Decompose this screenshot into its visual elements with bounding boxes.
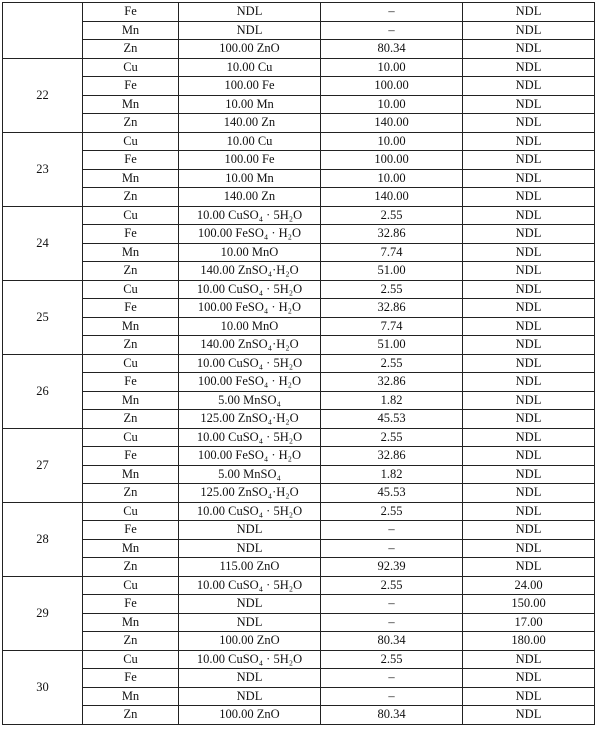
source-cell: 100.00 FeSO₄ · H₂O (179, 447, 321, 466)
other-cell: NDL (463, 132, 595, 151)
table-row (3, 650, 595, 669)
source-cell: 100.00 Fe (179, 151, 321, 170)
treatment-number-cell: 27 (3, 428, 83, 502)
element-cell: Mn (83, 169, 179, 188)
amount-cell: 32.86 (321, 299, 463, 318)
other-cell: NDL (463, 114, 595, 133)
source-cell: 100.00 Fe (179, 77, 321, 96)
other-cell: NDL (463, 650, 595, 669)
element-cell: Cu (83, 428, 179, 447)
source-cell: 140.00 Zn (179, 114, 321, 133)
source-cell: NDL (179, 687, 321, 706)
source-cell: 5.00 MnSO₄ (179, 391, 321, 410)
element-cell: Zn (83, 40, 179, 59)
element-cell: Mn (83, 21, 179, 40)
other-cell: NDL (463, 95, 595, 114)
source-cell: 10.00 CuSO₄ · 5H₂O (179, 428, 321, 447)
element-cell: Fe (83, 595, 179, 614)
other-cell: 150.00 (463, 595, 595, 614)
table-row (3, 299, 595, 318)
amount-cell: – (321, 687, 463, 706)
element-cell: Zn (83, 410, 179, 429)
other-cell: NDL (463, 336, 595, 355)
table-row (3, 373, 595, 392)
source-cell: 10.00 Cu (179, 132, 321, 151)
table-row (3, 336, 595, 355)
element-cell: Fe (83, 447, 179, 466)
table-row (3, 262, 595, 281)
source-cell: 125.00 ZnSO₄·H₂O (179, 484, 321, 503)
element-cell: Zn (83, 706, 179, 725)
amount-cell: 51.00 (321, 336, 463, 355)
treatment-number-cell: 28 (3, 502, 83, 576)
source-cell: 100.00 ZnO (179, 40, 321, 59)
treatment-number-cell: 26 (3, 354, 83, 428)
other-cell: NDL (463, 669, 595, 688)
element-cell: Mn (83, 465, 179, 484)
treatment-number-cell: 29 (3, 576, 83, 650)
element-cell: Mn (83, 391, 179, 410)
treatment-number-cell (3, 3, 83, 59)
table-row (3, 225, 595, 244)
element-cell: Cu (83, 502, 179, 521)
source-cell: 10.00 CuSO₄ · 5H₂O (179, 354, 321, 373)
table-row (3, 188, 595, 207)
source-cell: 10.00 CuSO₄ · 5H₂O (179, 206, 321, 225)
amount-cell: 2.55 (321, 502, 463, 521)
amount-cell: – (321, 521, 463, 540)
table-row (3, 632, 595, 651)
other-cell: NDL (463, 558, 595, 577)
table-row (3, 465, 595, 484)
source-cell: NDL (179, 669, 321, 688)
element-cell: Zn (83, 114, 179, 133)
other-cell: 24.00 (463, 576, 595, 595)
source-cell: 10.00 CuSO₄ · 5H₂O (179, 502, 321, 521)
amount-cell: 7.74 (321, 317, 463, 336)
source-cell: 10.00 Mn (179, 95, 321, 114)
element-cell: Mn (83, 687, 179, 706)
source-cell: 140.00 ZnSO₄·H₂O (179, 262, 321, 281)
other-cell: NDL (463, 354, 595, 373)
amount-cell: 45.53 (321, 484, 463, 503)
table-body (3, 3, 595, 725)
element-cell: Fe (83, 669, 179, 688)
amount-cell: – (321, 3, 463, 22)
amount-cell: 80.34 (321, 40, 463, 59)
table-row (3, 206, 595, 225)
source-cell: NDL (179, 539, 321, 558)
source-cell: 100.00 ZnO (179, 706, 321, 725)
table-row (3, 354, 595, 373)
other-cell: NDL (463, 21, 595, 40)
other-cell: NDL (463, 40, 595, 59)
element-cell: Mn (83, 317, 179, 336)
table-row (3, 243, 595, 262)
element-cell: Cu (83, 206, 179, 225)
amount-cell: 10.00 (321, 95, 463, 114)
source-cell: 10.00 CuSO₄ · 5H₂O (179, 576, 321, 595)
amount-cell: 32.86 (321, 447, 463, 466)
treatment-number-cell: 24 (3, 206, 83, 280)
amount-cell: – (321, 669, 463, 688)
other-cell: NDL (463, 243, 595, 262)
table-row (3, 428, 595, 447)
other-cell: NDL (463, 280, 595, 299)
source-cell: NDL (179, 3, 321, 22)
element-cell: Zn (83, 632, 179, 651)
source-cell: 10.00 CuSO₄ · 5H₂O (179, 650, 321, 669)
amount-cell: 92.39 (321, 558, 463, 577)
element-cell: Zn (83, 336, 179, 355)
table-row (3, 539, 595, 558)
table-row (3, 58, 595, 77)
amount-cell: 140.00 (321, 114, 463, 133)
amount-cell: 2.55 (321, 428, 463, 447)
amount-cell: 32.86 (321, 373, 463, 392)
other-cell: NDL (463, 151, 595, 170)
table-row (3, 613, 595, 632)
treatment-number-cell: 23 (3, 132, 83, 206)
table-row (3, 317, 595, 336)
table-row (3, 558, 595, 577)
table-row (3, 502, 595, 521)
element-cell: Mn (83, 95, 179, 114)
source-cell: 115.00 ZnO (179, 558, 321, 577)
other-cell: NDL (463, 77, 595, 96)
table-row (3, 77, 595, 96)
source-cell: 100.00 FeSO₄ · H₂O (179, 373, 321, 392)
element-cell: Fe (83, 225, 179, 244)
element-cell: Zn (83, 188, 179, 207)
table-row (3, 280, 595, 299)
other-cell: NDL (463, 317, 595, 336)
amount-cell: 32.86 (321, 225, 463, 244)
element-cell: Fe (83, 299, 179, 318)
source-cell: 10.00 MnO (179, 317, 321, 336)
source-cell: 10.00 Cu (179, 58, 321, 77)
element-cell: Fe (83, 77, 179, 96)
element-cell: Fe (83, 521, 179, 540)
other-cell: NDL (463, 262, 595, 281)
amount-cell: 51.00 (321, 262, 463, 281)
element-cell: Mn (83, 613, 179, 632)
element-cell: Zn (83, 558, 179, 577)
table-row (3, 132, 595, 151)
element-cell: Fe (83, 151, 179, 170)
other-cell: NDL (463, 706, 595, 725)
table-row (3, 151, 595, 170)
other-cell: NDL (463, 428, 595, 447)
amount-cell: – (321, 613, 463, 632)
source-cell: NDL (179, 521, 321, 540)
table-row (3, 447, 595, 466)
other-cell: NDL (463, 465, 595, 484)
element-cell: Fe (83, 373, 179, 392)
amount-cell: 2.55 (321, 650, 463, 669)
element-cell: Mn (83, 539, 179, 558)
source-cell: 100.00 FeSO₄ · H₂O (179, 299, 321, 318)
table-row (3, 576, 595, 595)
source-cell: NDL (179, 21, 321, 40)
other-cell: NDL (463, 521, 595, 540)
source-cell: 10.00 CuSO₄ · 5H₂O (179, 280, 321, 299)
source-cell: 5.00 MnSO₄ (179, 465, 321, 484)
source-cell: NDL (179, 613, 321, 632)
table-row (3, 669, 595, 688)
table-row (3, 40, 595, 59)
element-cell: Cu (83, 58, 179, 77)
element-cell: Zn (83, 262, 179, 281)
other-cell: NDL (463, 169, 595, 188)
other-cell: NDL (463, 225, 595, 244)
amount-cell: 45.53 (321, 410, 463, 429)
amount-cell: 100.00 (321, 151, 463, 170)
treatment-number-cell: 25 (3, 280, 83, 354)
amount-cell: 10.00 (321, 58, 463, 77)
element-cell: Cu (83, 354, 179, 373)
amount-cell: 2.55 (321, 576, 463, 595)
table-row (3, 169, 595, 188)
source-cell: 100.00 FeSO₄ · H₂O (179, 225, 321, 244)
source-cell: 100.00 ZnO (179, 632, 321, 651)
amount-cell: 2.55 (321, 280, 463, 299)
other-cell: NDL (463, 447, 595, 466)
other-cell: NDL (463, 539, 595, 558)
other-cell: NDL (463, 299, 595, 318)
amount-cell: 100.00 (321, 77, 463, 96)
amount-cell: 1.82 (321, 391, 463, 410)
amount-cell: 1.82 (321, 465, 463, 484)
element-cell: Cu (83, 650, 179, 669)
amount-cell: – (321, 21, 463, 40)
source-cell: 10.00 MnO (179, 243, 321, 262)
amount-cell: – (321, 595, 463, 614)
other-cell: NDL (463, 484, 595, 503)
amount-cell: – (321, 539, 463, 558)
other-cell: NDL (463, 206, 595, 225)
element-cell: Fe (83, 3, 179, 22)
source-cell: 140.00 ZnSO₄·H₂O (179, 336, 321, 355)
other-cell: 180.00 (463, 632, 595, 651)
data-table (2, 2, 595, 725)
other-cell: NDL (463, 502, 595, 521)
other-cell: NDL (463, 3, 595, 22)
amount-cell: 80.34 (321, 632, 463, 651)
element-cell: Cu (83, 132, 179, 151)
amount-cell: 10.00 (321, 132, 463, 151)
treatment-number-cell: 30 (3, 650, 83, 724)
other-cell: NDL (463, 188, 595, 207)
table-row (3, 687, 595, 706)
table-row (3, 595, 595, 614)
other-cell: NDL (463, 391, 595, 410)
table-row (3, 3, 595, 22)
treatment-number-cell: 22 (3, 58, 83, 132)
table-row (3, 21, 595, 40)
amount-cell: 140.00 (321, 188, 463, 207)
amount-cell: 10.00 (321, 169, 463, 188)
table-row (3, 410, 595, 429)
table-row (3, 706, 595, 725)
other-cell: NDL (463, 687, 595, 706)
other-cell: 17.00 (463, 613, 595, 632)
table-row (3, 114, 595, 133)
amount-cell: 80.34 (321, 706, 463, 725)
table-row (3, 95, 595, 114)
table-row (3, 521, 595, 540)
element-cell: Cu (83, 280, 179, 299)
other-cell: NDL (463, 58, 595, 77)
source-cell: 140.00 Zn (179, 188, 321, 207)
amount-cell: 7.74 (321, 243, 463, 262)
source-cell: 10.00 Mn (179, 169, 321, 188)
other-cell: NDL (463, 410, 595, 429)
element-cell: Zn (83, 484, 179, 503)
source-cell: 125.00 ZnSO₄·H₂O (179, 410, 321, 429)
amount-cell: 2.55 (321, 354, 463, 373)
table-row (3, 484, 595, 503)
other-cell: NDL (463, 373, 595, 392)
table-row (3, 391, 595, 410)
amount-cell: 2.55 (321, 206, 463, 225)
element-cell: Cu (83, 576, 179, 595)
element-cell: Mn (83, 243, 179, 262)
source-cell: NDL (179, 595, 321, 614)
